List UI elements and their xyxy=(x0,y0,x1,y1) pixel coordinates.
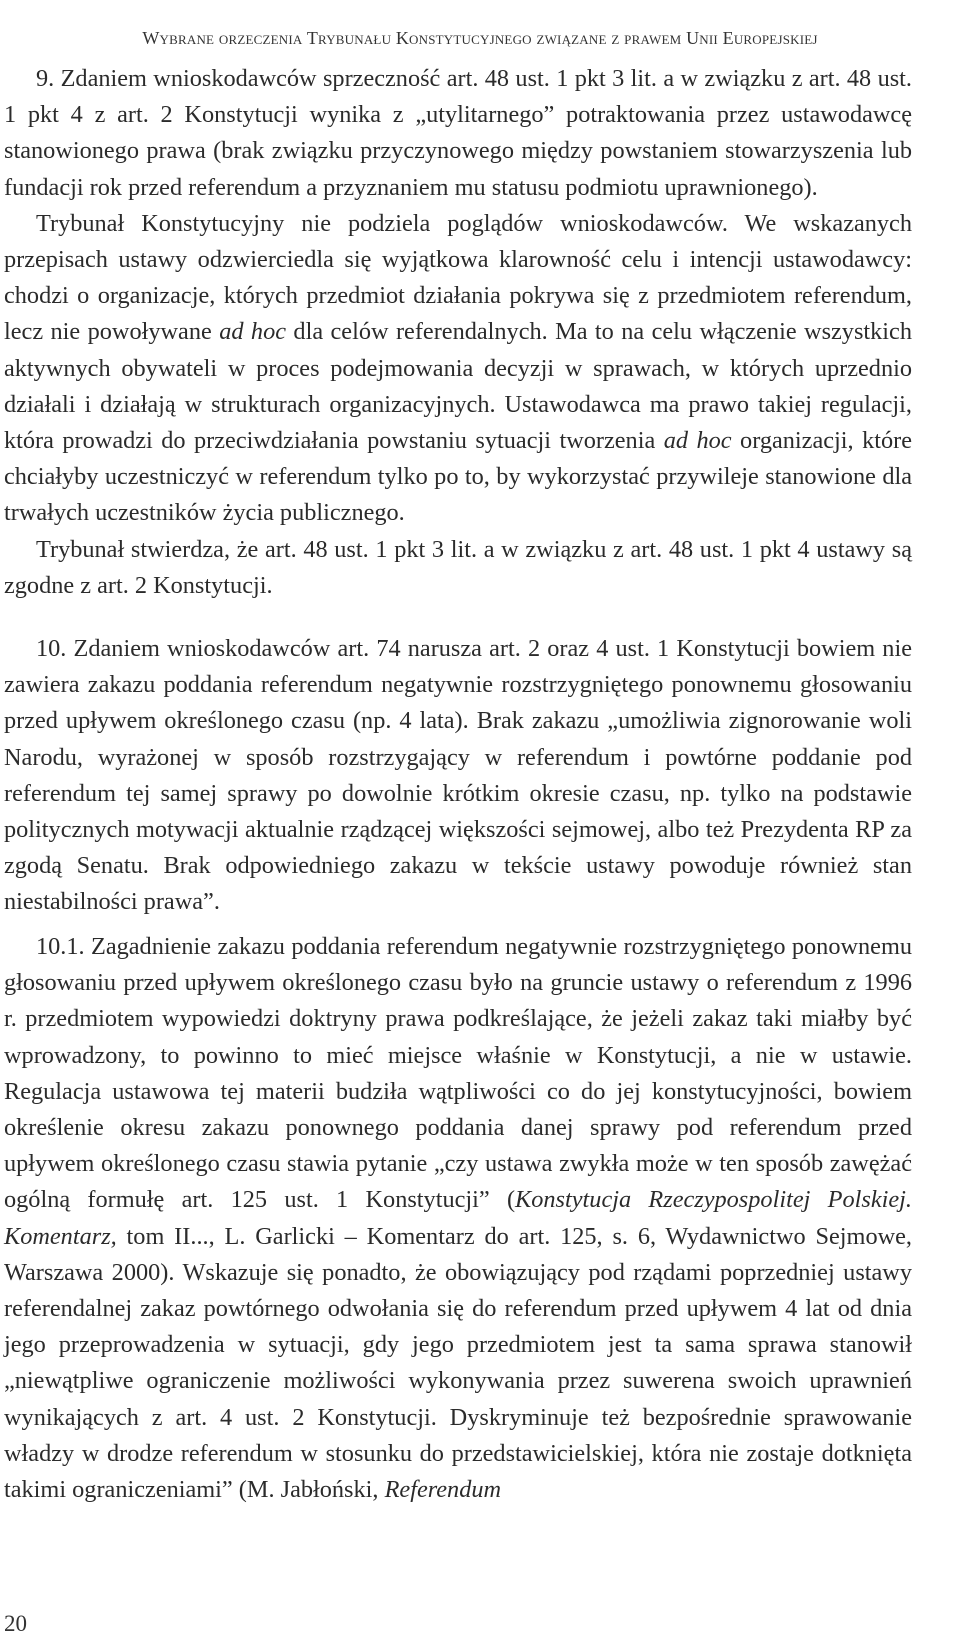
italic-term: ad hoc xyxy=(663,427,732,455)
running-header xyxy=(0,28,960,49)
paragraph xyxy=(4,61,912,206)
paragraph xyxy=(4,929,912,1508)
italic-citation: Konstytucja Rzeczypospolitej Polskiej. Komentarz, xyxy=(4,1186,912,1250)
paragraph xyxy=(4,532,912,604)
paragraph-text: dla celów referendalnych. Ma to na celu włączenie wszystkich aktywnych obywateli w proces podejmowania decyzji w sprawach, w których uprzednio działali i działają w strukturach organizacyjnych. Ustawodawca ma prawo takiej regulacji, która prowadzi do przeciwdziałania powstaniu sytuacji tworzenia xyxy=(4,318,912,455)
italic-term: ad hoc xyxy=(219,318,286,346)
paragraph-text: Trybunał stwierdza, że art. 48 ust. 1 pkt 3 lit. a w związku z art. 48 ust. 1 pkt 4 ustawy są zgodne z art. 2 Konstytucji. xyxy=(4,535,912,599)
paragraph xyxy=(4,631,912,921)
page-number: 20 xyxy=(4,1611,27,1636)
paragraph-text: 10. Zdaniem wnioskodawców art. 74 narusza art. 2 oraz 4 ust. 1 Konstytucji bowiem nie zawiera zakazu poddania referendum negatywnie rozstrzygniętego ponownemu głosowaniu przed upływem określonego czasu (np. 4 lata). Brak zakazu „umożliwia zignorowanie woli Narodu, wyrażonej w sposób rozstrzygający w referendum i powtórne poddanie pod referendum tej samej sprawy po dowolnie krótkim okresie czasu, np. tylko na podstawie politycznych motywacji aktualnie rządzącej większości sejmowej, albo też Prezydenta RP za zgodą Senatu. Brak odpowiedniego zakazu w tekście ustawy powoduje również stan niestabilności prawa”. xyxy=(4,635,912,916)
section-10 xyxy=(4,631,912,921)
italic-citation: Referendum xyxy=(384,1476,502,1504)
running-title: Wybrane orzeczenia Trybunału Konstytucyjnego związane z prawem Unii Europejskiej xyxy=(142,28,818,48)
paragraph-text: tom II..., L. Garlicki – Komentarz do art. 125, s. 6, Wydawnictwo Sejmowe, Warszawa 2000). Wskazuje się ponadto, że obowiązujący pod rządami poprzedniej ustawy referendalnej zakaz powtórnego odwołania się do referendum przed upływem 4 lat od dnia jego przeprowadzenia w sytuacji, gdy jego przedmiotem jest ta sama sprawa stanowił „niewątpliwe ograniczenie możliwości wykonywania przez suwerena swoich uprawnień wynikających z art. 4 ust. 2 Konstytucji. Dyskryminuje też bezpośrednie sprawowanie władzy w drodze referendum w stosunku do przedstawicielskiej, która nie zostaje dotknięta takimi ograniczeniami” (M. Jabłoński, xyxy=(4,1222,912,1504)
section-10-1 xyxy=(4,929,912,1508)
paragraph-text: 10.1. Zagadnienie zakazu poddania referendum negatywnie rozstrzygniętego ponownemu głosowaniu przed upływem określonego czasu było na gruncie ustawy o referendum z 1996 r. przedmiotem wypowiedzi doktryny prawa podkreślające, że jeżeli zakaz taki miałby być wprowadzony, to powinno to mieć miejsce właśnie w Konstytucji, a nie w ustawie. Regulacja ustawowa tej materii budziła wątpliwości co do jej konstytucyjności, bowiem określenie okresu zakazu ponownego poddania danej sprawy pod referendum przed upływem określonego czasu stawia pytanie „czy ustawa zwykła może w ten sposób zawężać ogólną formułę art. 125 ust. 1 Konstytucji” ( xyxy=(4,933,912,1214)
paragraph-text: 9. Zdaniem wnioskodawców sprzeczność art. 48 ust. 1 pkt 3 lit. a w związku z art. 48 ust. 1 pkt 4 z art. 2 Konstytucji wynika z „utylitarnego” potraktowania przez ustawodawcę stanowionego prawa (brak związku przyczynowego między powstaniem stowarzyszenia lub fundacji rok przed referendum a przyznaniem mu statusu podmiotu uprawnionego). xyxy=(4,65,912,201)
paragraph xyxy=(4,206,912,532)
paragraph-text: organizacji, które chciałyby uczestniczyć w referendum tylko po to, by wykorzystać przywileje stanowione dla trwałych uczestników życia publicznego. xyxy=(4,427,912,527)
paragraph-text: Trybunał Konstytucyjny nie podziela poglądów wnioskodawców. We wskazanych przepisach ustawy odzwierciedla się wyjątkowa klarowność celu i intencji ustawodawcy: chodzi o organizacje, których przedmiot działania pokrywa się z przedmiotem referendum, lecz nie powoływane xyxy=(4,209,912,346)
section-9 xyxy=(4,61,912,604)
